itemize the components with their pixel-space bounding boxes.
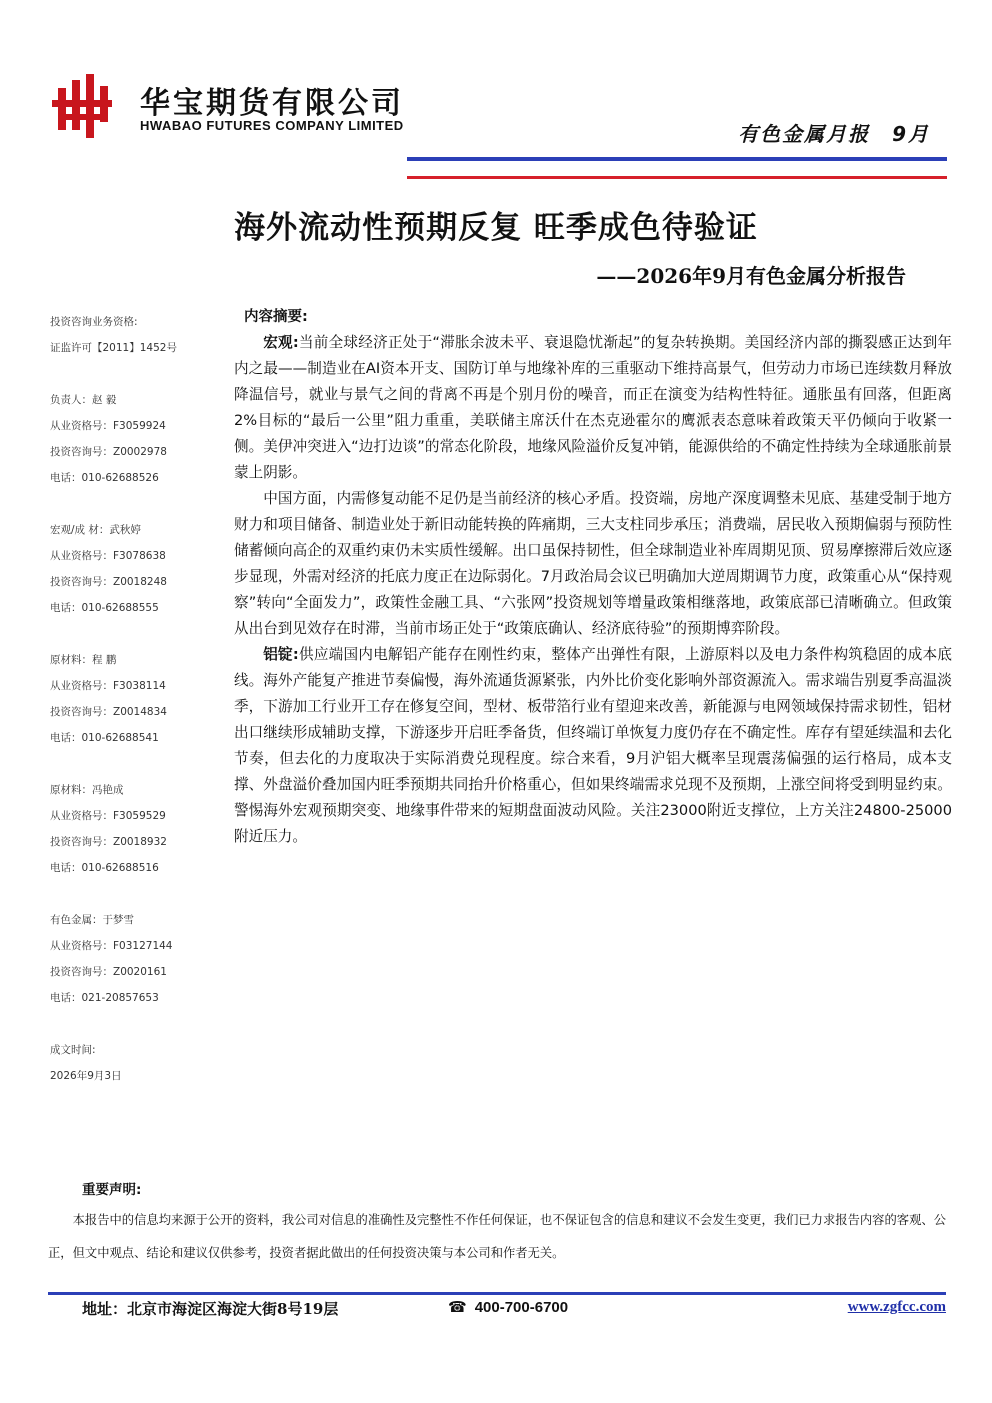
sidebar-line: 从业资格号：F3059529 bbox=[50, 810, 166, 822]
main-title: 海外流动性预期反复 旺季成色待验证 bbox=[234, 210, 758, 246]
report-month: 9月 bbox=[892, 122, 930, 146]
sidebar-line: 电话：010-62688541 bbox=[50, 732, 159, 744]
website-link[interactable]: www.zgfcc.com bbox=[847, 1299, 946, 1315]
sidebar-gap bbox=[50, 754, 230, 780]
disclaimer-title: 重要声明: bbox=[82, 1182, 142, 1198]
paragraph-text: 当前全球经济正处于“滞胀余波未平、衰退隐忧渐起”的复杂转换期。美国经济内部的撕裂感正达到年内之最——制造业在AI资本开支、国防订单与地缘补库的三重驱动下维持高景气，但劳动力市场已连续数月释放降温信号，就业与景气之间的背离不再是个别月份的噪音，而正在演变为结构性特征。通胀虽有回落，但距离2%目标的“最后一公里”阻力重重，美联储主席沃什在杰克逊霍尔的鹰派表态意味着政策天平仍倾向于收紧一侧。美伊冲突进入“边打边谈”的常态化阶段，地缘风险溢价反复冲销，能源供给的不确定性持续为全球通胀前景蒙上阴影。 bbox=[234, 334, 952, 481]
sub-title: ——2026年9月有色金属分析报告 bbox=[596, 264, 906, 288]
summary-label: 内容摘要: bbox=[244, 309, 308, 325]
report-type bbox=[738, 118, 930, 147]
summary-paragraph bbox=[234, 486, 952, 642]
summary-paragraphs bbox=[234, 330, 952, 850]
paragraph-lead: 铝锭: bbox=[263, 646, 299, 663]
sidebar-gap bbox=[50, 884, 230, 910]
paragraph-text: 供应端国内电解铝产能存在刚性约束，整体产出弹性有限，上游原料以及电力条件构筑稳固的成本底线。海外产能复产推进节奏偏慢，海外流通货源紧张，内外比价变化影响外部资源流入。需求端告别夏季高温淡季，下游加工行业开工存在修复空间，型材、板带箔行业有望迎来改善，新能源与电网领域保持需求韧性，铝材出口继续形成辅助支撑，下游逐步开启旺季备货，但终端订单恢复力度仍存在不确定性。库存有望延续温和去化节奏，但去化的力度取决于实际消费兑现程度。综合来看，9月沪铝大概率呈现震荡偏强的运行格局，成本支撑、外盘溢价叠加国内旺季预期共同抬升价格重心，但如果终端需求兑现不及预期，上涨空间将受到明显约束。警惕海外宏观预期突变、地缘事件带来的短期盘面波动风险。关注23000附近支撑位，上方关注24800-25000附近压力。 bbox=[234, 646, 952, 845]
report-type-label: 有色金属月报 bbox=[738, 122, 871, 146]
sidebar-line: 2026年9月3日 bbox=[50, 1070, 122, 1082]
sidebar-line: 负责人：赵 毅 bbox=[50, 394, 117, 406]
sidebar-gap bbox=[50, 1014, 230, 1040]
summary-paragraph bbox=[234, 642, 952, 850]
header-rule-red bbox=[407, 176, 947, 179]
sidebar-line: 投资咨询号：Z0014834 bbox=[50, 706, 167, 718]
sidebar-gap bbox=[50, 494, 230, 520]
paragraph-text: 中国方面，内需修复动能不足仍是当前经济的核心矛盾。投资端，房地产深度调整未见底、基建受制于地方财力和项目储备、制造业处于新旧动能转换的阵痛期，三大支柱同步承压；消费端，居民收入预期偏弱与预防性储蓄倾向高企的双重约束仍未实质性缓解。出口虽保持韧性，但全球制造业补库周期见顶、贸易摩擦滞后效应逐步显现，外需对经济的托底力度正在边际弱化。7月政治局会议已明确加大逆周期调节力度，政策重心从“保持观察”转向“全面发力”，政策性金融工具、“六张网”投资规划等增量政策相继落地，政策底部已清晰确立。但政策从出台到见效存在时滞，当前市场正处于“政策底确认、经济底待验”的预期博弈阶段。 bbox=[234, 490, 952, 637]
sidebar-line: 电话：010-62688555 bbox=[50, 602, 159, 614]
sidebar-line: 从业资格号：F3078638 bbox=[50, 550, 166, 562]
summary-paragraph bbox=[234, 330, 952, 486]
hwabao-logo-icon bbox=[52, 74, 112, 138]
sidebar-line: 投资咨询号：Z0002978 bbox=[50, 446, 167, 458]
analyst-sidebar bbox=[50, 312, 230, 1092]
sidebar-line: 宏观/成 材：武秋婷 bbox=[50, 524, 141, 536]
sidebar-gap bbox=[50, 624, 230, 650]
sidebar-line: 投资咨询号：Z0018248 bbox=[50, 576, 167, 588]
sidebar-line: 从业资格号：F03127144 bbox=[50, 940, 173, 952]
sidebar-line: 从业资格号：F3059924 bbox=[50, 420, 166, 432]
footer-rule bbox=[48, 1292, 946, 1295]
phone-number: 400-700-6700 bbox=[474, 1299, 569, 1316]
disclaimer-body: 本报告中的信息均来源于公开的资料，我公司对信息的准确性及完整性不作任何保证，也不保证包含的信息和建议不会发生变更，我们已力求报告内容的客观、公正，但文中观点、结论和建议仅供参考，投资者据此做出的任何投资决策与本公司和作者无关。 bbox=[48, 1213, 946, 1260]
phone-icon: ☎ bbox=[448, 1298, 467, 1316]
sidebar-line: 电话：010-62688526 bbox=[50, 472, 159, 484]
footer-address: 地址：北京市海淀区海淀大街8号19层 bbox=[82, 1300, 339, 1318]
sidebar-line: 原材料：冯艳成 bbox=[50, 784, 124, 796]
sidebar-gap bbox=[50, 364, 230, 390]
sidebar-line: 从业资格号：F3038114 bbox=[50, 680, 166, 692]
footer-phone bbox=[448, 1298, 568, 1316]
company-name-en: HWABAO FUTURES COMPANY LIMITED bbox=[140, 118, 404, 133]
sidebar-line: 投资咨询号：Z0020161 bbox=[50, 966, 167, 978]
sidebar-line: 电话：021-20857653 bbox=[50, 992, 159, 1004]
sidebar-line: 投资咨询号：Z0018932 bbox=[50, 836, 167, 848]
header-rule-blue bbox=[407, 157, 947, 161]
paragraph-lead: 宏观: bbox=[263, 334, 299, 351]
summary-content bbox=[234, 304, 952, 850]
sidebar-line: 投资咨询业务资格: bbox=[50, 316, 138, 328]
sidebar-line: 电话：010-62688516 bbox=[50, 862, 159, 874]
sidebar-line: 证监许可【2011】1452号 bbox=[50, 342, 177, 354]
sidebar-line: 原材料：程 鹏 bbox=[50, 654, 117, 666]
sidebar-line: 成文时间: bbox=[50, 1044, 96, 1056]
sidebar-line: 有色金属：于梦雪 bbox=[50, 914, 134, 926]
company-name-cn: 华宝期货有限公司 bbox=[140, 86, 404, 121]
